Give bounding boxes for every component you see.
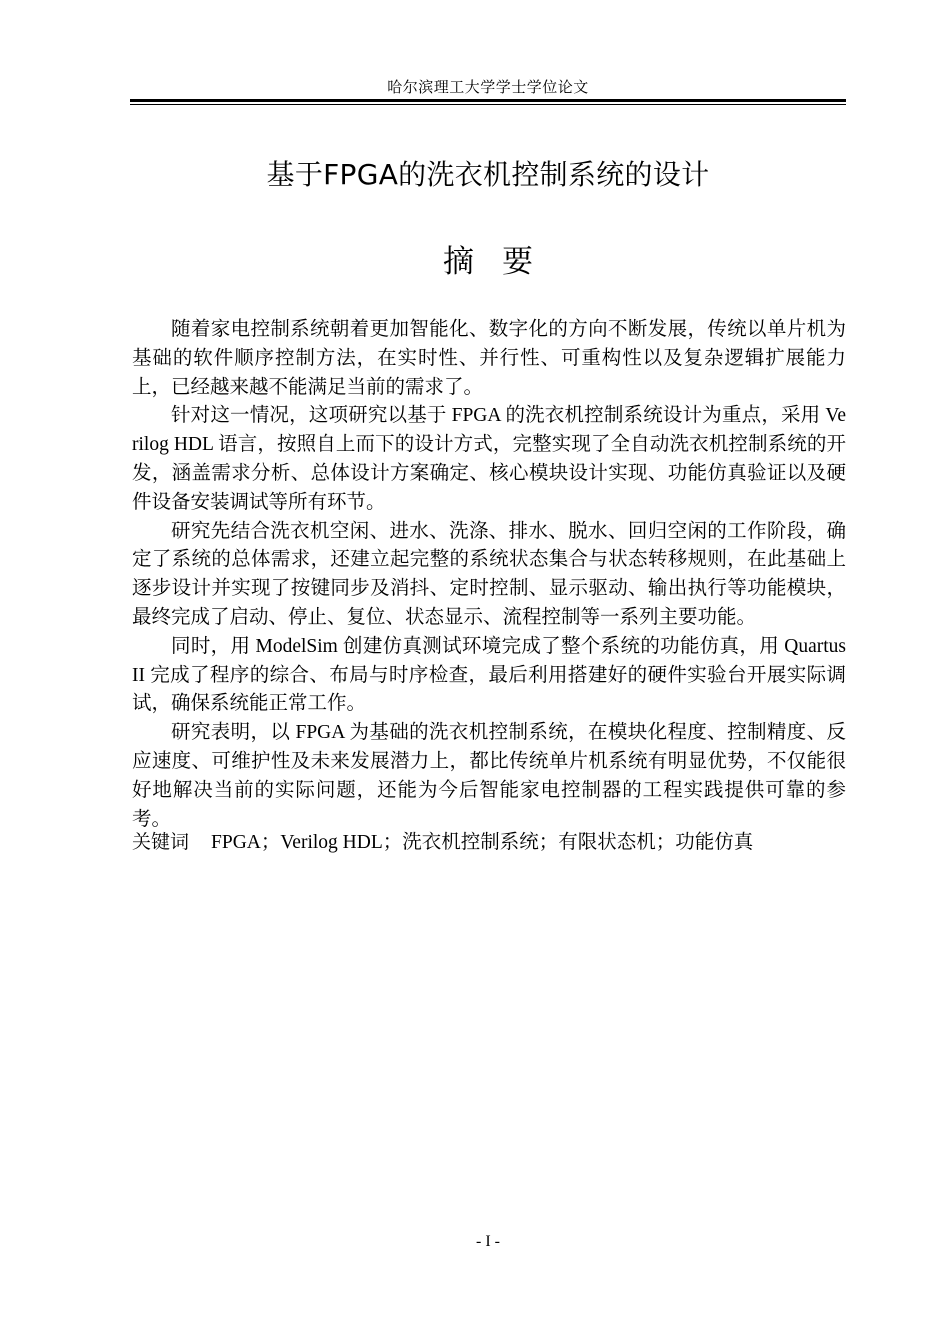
abstract-paragraph-3: 研究先结合洗衣机空闲、进水、洗涤、排水、脱水、回归空闲的工作阶段，确定了系统的总体需求，还建立起完整的系统状态集合与状态转移规则，在此基础上逐步设计并实现了按键同步及消抖、定时控制、显示驱动、输出执行等功能模块，最终完成了启动、停止、复位、状态显示、流程控制等一系列主要功能。 xyxy=(132,520,846,628)
keywords-line xyxy=(132,828,846,857)
header-rule-thin xyxy=(130,104,846,105)
page-number: - I - xyxy=(476,1233,500,1250)
abstract-heading: 摘要 xyxy=(443,244,561,280)
abstract-paragraph-4: 同时，用 ModelSim 创建仿真测试环境完成了整个系统的功能仿真，用 Quartus II 完成了程序的综合、布局与时序检查，最后利用搭建好的硬件实验台开展实际调试，确保系统能正常工作。 xyxy=(132,635,846,715)
keywords-label: 关键词 xyxy=(132,831,190,853)
thesis-title: 基于FPGA的洗衣机控制系统的设计 xyxy=(266,158,710,191)
abstract-paragraph-1: 随着家电控制系统朝着更加智能化、数字化的方向不断发展，传统以单片机为基础的软件顺序控制方法，在实时性、并行性、可重构性以及复杂逻辑扩展能力上，已经越来越不能满足当前的需求了。 xyxy=(132,319,846,398)
running-header: 哈尔滨理工大学学士学位论文 xyxy=(387,80,589,96)
keywords-list: FPGA；Verilog HDL；洗衣机控制系统；有限状态机；功能仿真 xyxy=(211,832,754,853)
abstract-paragraph-2: 针对这一情况，这项研究以基于 FPGA 的洗衣机控制系统设计为重点，采用 Verilog HDL 语言，按照自上而下的设计方式，完整实现了全自动洗衣机控制系统的开发，涵盖需求分析、总体设计方案确定、核心模块设计实现、功能仿真验证以及硬件设备安装调试等所有环节。 xyxy=(132,405,846,513)
abstract-paragraph-5: 研究表明，以 FPGA 为基础的洗衣机控制系统，在模块化程度、控制精度、反应速度、可维护性及未来发展潜力上，都比传统单片机系统有明显优势，不仅能很好地解决当前的实际问题，还能为今后智能家电控制器的工程实践提供可靠的参考。 xyxy=(132,722,846,830)
header-rule-thick xyxy=(130,99,846,102)
abstract-body xyxy=(132,316,846,834)
